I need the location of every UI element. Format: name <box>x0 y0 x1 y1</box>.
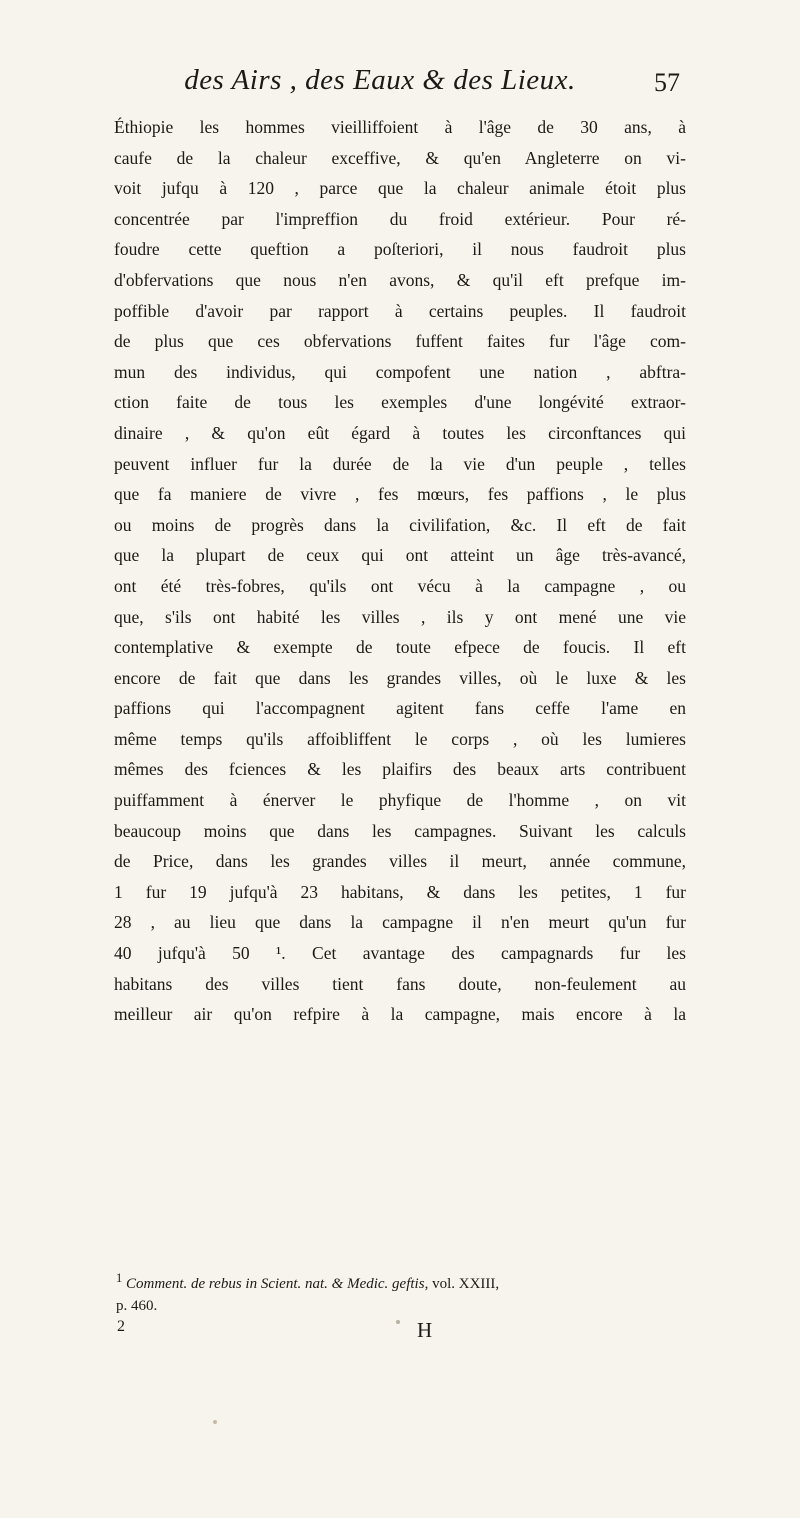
page-header <box>120 64 680 104</box>
footnote <box>116 1267 686 1317</box>
text-line: mun des individus, qui compofent une nation , abftra- <box>114 361 686 382</box>
text-line: de plus que ces obfervations fuffent faites fur l'âge com- <box>114 331 686 352</box>
signature-letter: H <box>417 1318 433 1342</box>
footnote-marker: 1 <box>116 1271 123 1285</box>
text-line: poffible d'avoir par rapport à certains peuples. Il faudroit <box>114 300 686 321</box>
running-title: des Airs , des Eaux & des Lieux. <box>184 64 576 96</box>
text-line: meilleur air qu'on refpire à la campagne, mais encore à la <box>114 1004 686 1025</box>
text-line: concentrée par l'impreffion du froid extérieur. Pour ré- <box>114 208 686 229</box>
text-line: contemplative & exempte de toute efpece de foucis. Il eft <box>114 637 686 658</box>
page-number: 57 <box>654 68 680 97</box>
text-line: que la plupart de ceux qui ont atteint un âge très-avancé, <box>114 545 686 566</box>
text-line: voit jufqu à 120 , parce que la chaleur animale étoit plus <box>114 178 686 199</box>
text-line: Éthiopie les hommes vieilliffoient à l'âge de 30 ans, à <box>114 117 686 137</box>
text-line: que fa maniere de vivre , fes mœurs, fes paffions , le plus <box>114 484 686 505</box>
body-text <box>114 112 686 1030</box>
text-line: foudre cette queftion a poſteriori, il nous faudroit plus <box>114 239 686 260</box>
text-line: peuvent influer fur la durée de la vie d'un peuple , telles <box>114 453 686 474</box>
footnote-line-1 <box>116 1267 686 1295</box>
text-line: même temps qu'ils affoibliffent le corps , où les lumieres <box>114 728 686 749</box>
text-line: que, s'ils ont habité les villes , ils y ont mené une vie <box>114 606 686 627</box>
text-line: ont été très-fobres, qu'ils ont vécu à la campagne , ou <box>114 575 686 596</box>
text-line: caufe de la chaleur exceffive, & qu'en Angleterre on vi- <box>114 147 686 168</box>
text-line: de Price, dans les grandes villes il meurt, année commune, <box>114 851 686 872</box>
text-line: d'obfervations que nous n'en avons, & qu'il eft prefque im- <box>114 269 686 290</box>
paper-speck <box>213 1420 217 1424</box>
text-line: dinaire , & qu'on eût égard à toutes les circonftances qui <box>114 422 686 443</box>
text-line: paffions qui l'accompagnent agitent fans ceffe l'ame en <box>114 698 686 719</box>
text-line: encore de fait que dans les grandes villes, où le luxe & les <box>114 667 686 688</box>
text-line: puiffamment à énerver le phyfique de l'homme , on vit <box>114 790 686 811</box>
text-line: ction faite de tous les exemples d'une longévité extraor- <box>114 392 686 413</box>
footnote-title: Comment. de rebus in Scient. nat. & Medic. geftis <box>126 1276 425 1292</box>
paper-speck <box>396 1320 400 1324</box>
text-line: mêmes des fciences & les plaifirs des beaux arts contribuent <box>114 759 686 780</box>
text-line: 1 fur 19 jufqu'à 23 habitans, & dans les petites, 1 fur <box>114 881 686 902</box>
text-line: ou moins de progrès dans la civilifation, &c. Il eft de fait <box>114 514 686 535</box>
footnote-line-2: p. 460. <box>116 1298 158 1314</box>
signature-mark: 2 <box>117 1318 125 1335</box>
text-line: 40 jufqu'à 50 ¹. Cet avantage des campagnards fur les <box>114 943 686 964</box>
text-line: beaucoup moins que dans les campagnes. Suivant les calculs <box>114 820 686 841</box>
text-line: habitans des villes tient fans doute, non-feulement au <box>114 973 686 994</box>
footnote-volume: , vol. XXIII, <box>424 1276 500 1292</box>
text-line: 28 , au lieu que dans la campagne il n'en meurt qu'un fur <box>114 912 686 933</box>
